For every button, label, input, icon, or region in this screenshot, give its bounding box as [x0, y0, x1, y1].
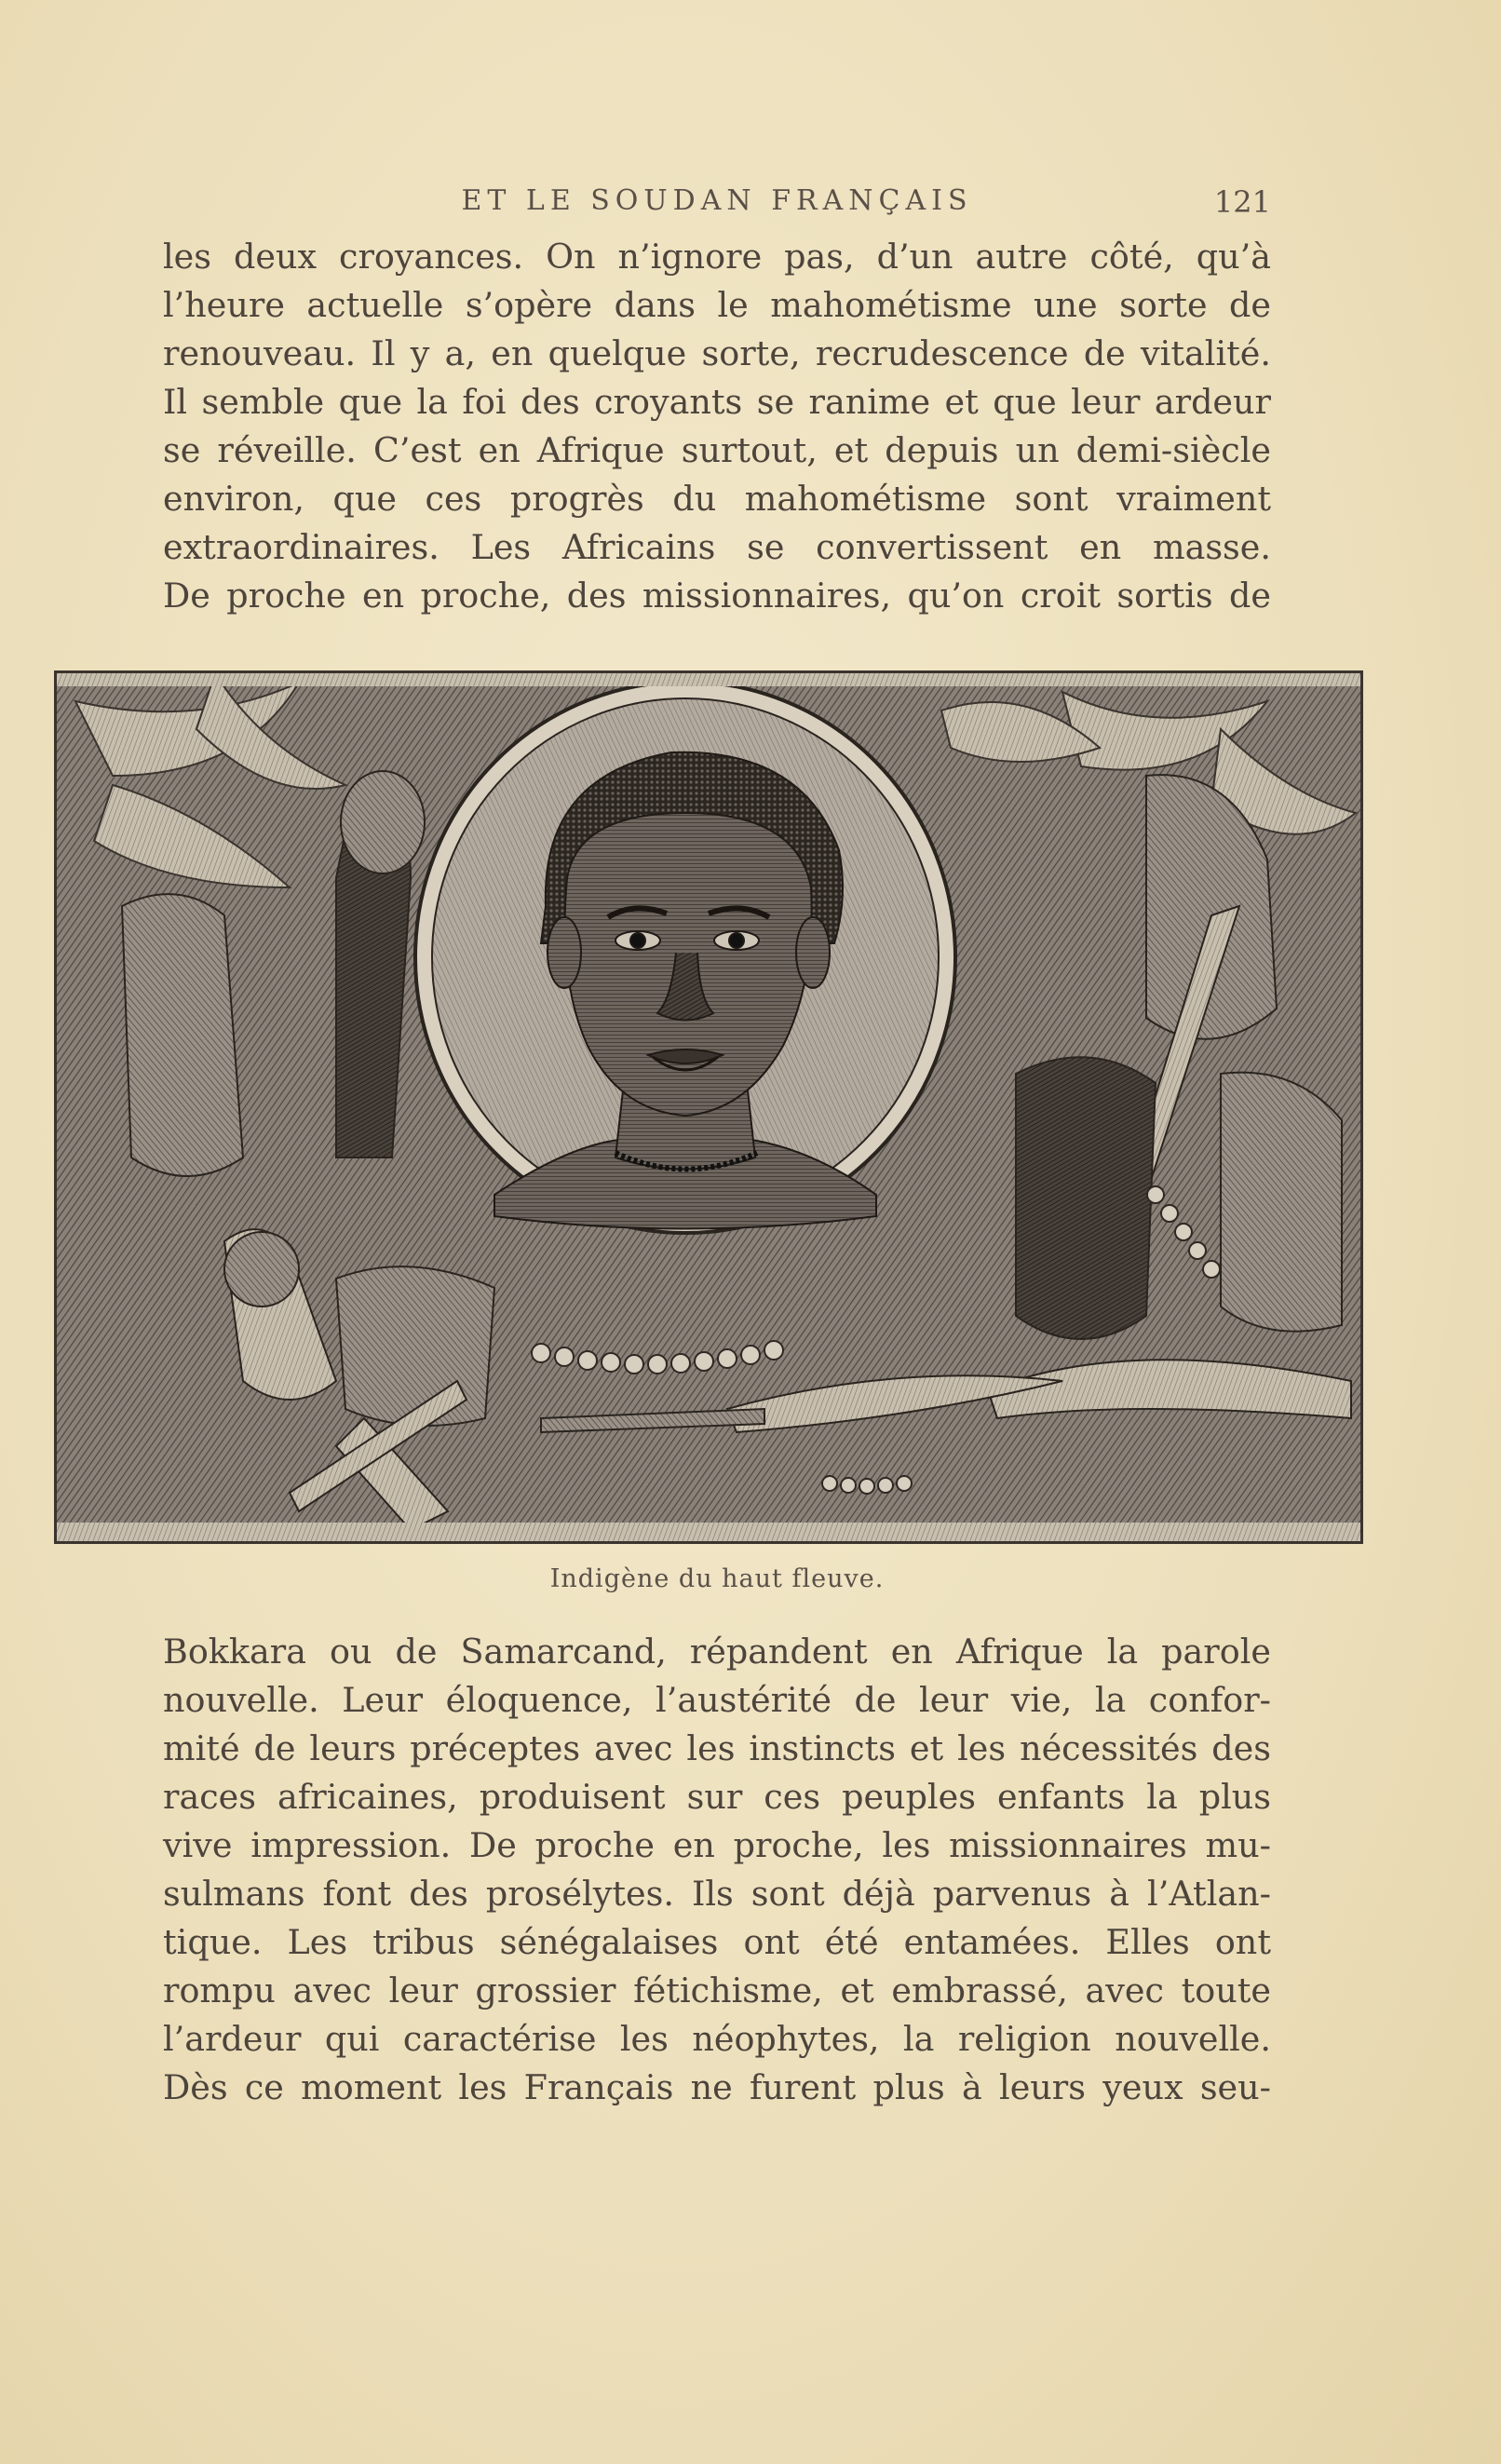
text-line: l’ardeur qui caractérise les néophytes, la religion nouvelle.: [163, 2019, 1271, 2059]
text-line: vive impression. De proche en proche, les missionnaires mu-: [163, 1825, 1271, 1865]
text-line: Dès ce moment les Français ne furent plus à leurs yeux seu-: [163, 2067, 1271, 2107]
text-line: les deux croyances. On n’ignore pas, d’un autre côté, qu’à: [163, 237, 1271, 277]
engraving-figure: [54, 670, 1363, 1544]
text-line: races africaines, produisent sur ces peuples enfants la plus: [163, 1777, 1271, 1817]
top-border-strip: [57, 673, 1360, 686]
engraving-illustration: [57, 673, 1360, 1541]
page-number: 121: [1213, 184, 1271, 220]
figure-caption: Indigène du haut fleuve.: [549, 1564, 885, 1593]
text-line: Bokkara ou de Samarcand, répandent en Afrique la parole: [163, 1631, 1271, 1672]
text-line: renouveau. Il y a, en quelque sorte, recrudescence de vitalité.: [163, 333, 1271, 373]
text-line: environ, que ces progrès du mahométisme sont vraiment: [163, 479, 1271, 519]
text-line: Il semble que la foi des croyants se ranime et que leur ardeur: [163, 382, 1271, 422]
text-line: mité de leurs préceptes avec les instincts et les nécessités des: [163, 1728, 1271, 1768]
text-line: extraordinaires. Les Africains se convertissent en masse.: [163, 527, 1271, 567]
bottom-border-strip: [57, 1523, 1360, 1541]
text-line: tique. Les tribus sénégalaises ont été entamées. Elles ont: [163, 1922, 1271, 1962]
text-line: se réveille. C’est en Afrique surtout, et depuis un demi-siècle: [163, 430, 1271, 470]
running-head: [163, 184, 1271, 222]
text-line: sulmans font des prosélytes. Ils sont déjà parvenus à l’Atlan-: [163, 1874, 1271, 1914]
running-title: ET LE SOUDAN FRANÇAIS: [461, 184, 973, 217]
paragraph-bottom: [163, 1628, 1271, 2112]
paragraph-top: [163, 233, 1271, 620]
text-line: l’heure actuelle s’opère dans le mahométisme une sorte de: [163, 285, 1271, 325]
text-line: rompu avec leur grossier fétichisme, et embrassé, avec toute: [163, 1970, 1271, 2010]
text-line: nouvelle. Leur éloquence, l’austérité de leur vie, la confor-: [163, 1680, 1271, 1720]
text-line: De proche en proche, des missionnaires, qu’on croit sortis de: [163, 575, 1271, 616]
